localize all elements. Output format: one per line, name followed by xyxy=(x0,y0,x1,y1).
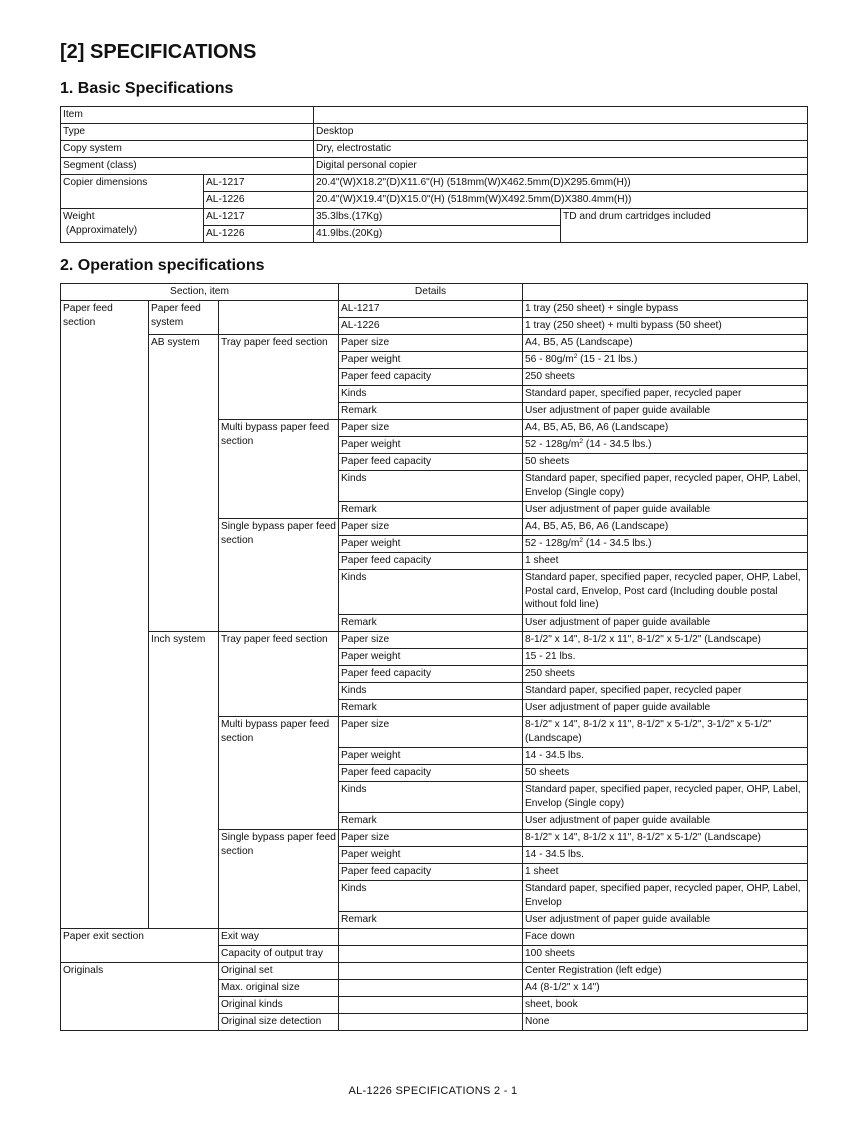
table-row: Remark User adjustment of paper guide available xyxy=(61,813,808,830)
table-row: Paper weight $52 - 128g/m^2$ (14 - 34.5 lbs.) xyxy=(61,536,808,553)
table-row: AB system Tray paper feed section Paper size A4, B5, A5 (Landscape) xyxy=(61,335,808,352)
table-row: Paper weight 14 - 34.5 lbs. xyxy=(61,748,808,765)
table-row: Copier dimensions AL-1217 20.4"(W)X18.2"(D)X11.6"(H) (518mm(W)X462.5mm(D)X295.6mm(H)) xyxy=(61,175,808,192)
table-row: Kinds Standard paper, specified paper, recycled paper, OHP, Label, Envelop xyxy=(61,881,808,912)
table-row: Remark User adjustment of paper guide available xyxy=(61,615,808,632)
table-row xyxy=(61,107,808,124)
table-row: Multi bypass paper feed section Paper size A4, B5, A5, B6, A6 (Landscape) xyxy=(61,420,808,437)
table-row: Paper weight $52 - 128g/m^2$ (14 - 34.5 lbs.) xyxy=(61,437,808,454)
table-row: Kinds Standard paper, specified paper, recycled paper, OHP, Label, Envelop (Single copy) xyxy=(61,471,808,502)
table-row: Originals Original set Center Registration (left edge) xyxy=(61,963,808,980)
table-row: Copy system Dry, electrostatic xyxy=(61,141,808,158)
operation-specs-table xyxy=(60,283,808,1031)
table-row: Paper feed capacity 50 sheets xyxy=(61,454,808,471)
item-label: Item xyxy=(61,107,314,124)
table-row: Kinds Standard paper, specified paper, recycled paper, OHP, Label, Postal card, Envelop, Post card (Including double postal without fold line) xyxy=(61,570,808,615)
table-row: Single bypass paper feed section Paper size A4, B5, A5, B6, A6 (Landscape) xyxy=(61,519,808,536)
table-row: Kinds Standard paper, specified paper, recycled paper xyxy=(61,386,808,403)
table-row: Original kinds sheet, book xyxy=(61,997,808,1014)
basic-specs-table xyxy=(60,106,808,243)
table-row: Kinds Standard paper, specified paper, recycled paper, OHP, Label, Envelop (Single copy) xyxy=(61,782,808,813)
table-row: Paper exit section Exit way Face down xyxy=(61,929,808,946)
table-row: Paper feed capacity 250 sheets xyxy=(61,666,808,683)
table-row: Multi bypass paper feed section Paper size 8-1/2" x 14", 8-1/2 x 11", 8-1/2" x 5-1/2", 3-1/2" x 5-1/2" (Landscape) xyxy=(61,717,808,748)
table-row: Single bypass paper feed section Paper size 8-1/2" x 14", 8-1/2 x 11", 8-1/2" x 5-1/2" (Landscape) xyxy=(61,830,808,847)
table-row: Paper feed section Paper feed system AL-1217 1 tray (250 sheet) + single bypass xyxy=(61,301,808,318)
page-footer: AL-1226 SPECIFICATIONS 2 - 1 xyxy=(348,1085,518,1097)
table-row: Weight (Approximately) AL-1217 35.3lbs.(17Kg) TD and drum cartridges included xyxy=(61,209,808,226)
table-row: Paper feed capacity 1 sheet xyxy=(61,553,808,570)
table-row: Paper feed capacity 250 sheets xyxy=(61,369,808,386)
header-details: Details xyxy=(339,284,523,301)
table-row: Paper weight $56 - 80g/m^2$ (15 - 21 lbs.) xyxy=(61,352,808,369)
table-row: Remark User adjustment of paper guide available xyxy=(61,912,808,929)
table-row: Remark User adjustment of paper guide available xyxy=(61,700,808,717)
table-row: Original size detection None xyxy=(61,1014,808,1031)
table-row: Max. original size A4 (8-1/2" x 14") xyxy=(61,980,808,997)
table-row: Kinds Standard paper, specified paper, recycled paper xyxy=(61,683,808,700)
table-row: Paper feed capacity 1 sheet xyxy=(61,864,808,881)
header-section: Section, item xyxy=(61,284,339,301)
table-row: Remark User adjustment of paper guide available xyxy=(61,403,808,420)
table-row: Remark User adjustment of paper guide available xyxy=(61,502,808,519)
table-row: Paper weight 15 - 21 lbs. xyxy=(61,649,808,666)
operation-specs-heading: 2. Operation specifications xyxy=(60,257,265,274)
table-row: Segment (class) Digital personal copier xyxy=(61,158,808,175)
table-row: Type Desktop xyxy=(61,124,808,141)
table-row: AL-1226 1 tray (250 sheet) + multi bypass (50 sheet) xyxy=(61,318,808,335)
table-row: Capacity of output tray 100 sheets xyxy=(61,946,808,963)
basic-specs-heading: 1. Basic Specifications xyxy=(60,80,234,97)
table-row: AL-1226 20.4"(W)X19.4"(D)X15.0"(H) (518mm(W)X492.5mm(D)X380.4mm(H)) xyxy=(61,192,808,209)
table-row xyxy=(61,284,808,301)
table-row: Inch system Tray paper feed section Paper size 8-1/2" x 14", 8-1/2 x 11", 8-1/2" x 5-1/2" (Landscape) xyxy=(61,632,808,649)
table-row: AL-1226 41.9lbs.(20Kg) xyxy=(61,226,808,243)
table-row: Paper feed capacity 50 sheets xyxy=(61,765,808,782)
page-title: [2] SPECIFICATIONS xyxy=(60,41,257,63)
table-row: Paper weight 14 - 34.5 lbs. xyxy=(61,847,808,864)
